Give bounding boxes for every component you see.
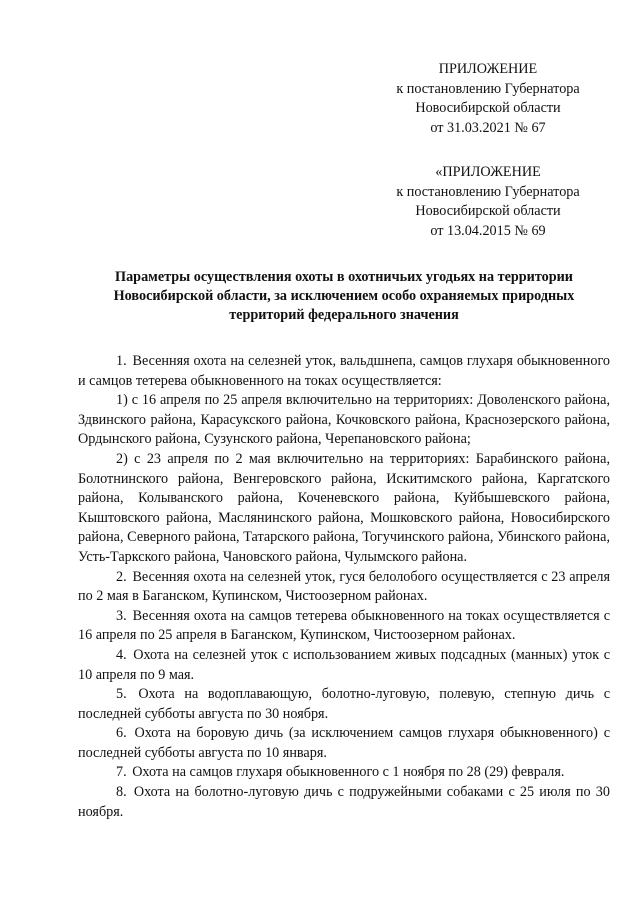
paragraph-5 [78, 685, 610, 724]
appendix-header-current [358, 60, 618, 138]
title-line: территорий федерального значения [229, 307, 459, 323]
paragraph-3 [78, 607, 610, 646]
paragraph-text: 1) с 16 апреля по 25 апреля включительно на территориях: Доволенского района, Здвинского района, Карасукского района, Кочковского района, Краснозерского района, Ордынского района, Сузунского района, Черепановского района; [78, 392, 610, 448]
paragraph-number: 7. [116, 764, 127, 781]
paragraph-text: Охота на водоплавающую, болотно-луговую, полевую, степную дичь с последней субботы августа по 30 ноября. [78, 686, 611, 722]
appendix-label: ПРИЛОЖЕНИЕ [438, 61, 538, 77]
paragraph-7 [78, 763, 610, 783]
paragraph-text: Охота на селезней уток с использованием живых подсадных (манных) уток с 10 апреля по 9 мая. [78, 646, 611, 683]
appendix-reference: к постановлению Губернатора [396, 183, 580, 200]
paragraph-number: 8. [116, 784, 127, 801]
paragraph-text: Охота на боровую дичь (за исключением самцов глухаря обыкновенного) с последней субботы августа по 10 января. [78, 725, 610, 761]
paragraph-1-1 [78, 391, 610, 450]
appendix-label: «ПРИЛОЖЕНИЕ [435, 164, 541, 180]
paragraph-8 [78, 783, 610, 822]
paragraph-2 [78, 568, 610, 607]
paragraph-text: 2) с 23 апреля по 2 мая включительно на территориях: Барабинского района, Болотнинского района, Венгеровского района, Искитимского района, Каргатского района, Колыванского района, Коченевского района, Куйбышевского района, Кыштовского района, Маслянинского района, Мошковского района, Новосибирского района, Северного района, Татарского района, Тогучинского района, Убинского района, Усть-Таркского района, Чановского района, Чулымского района. [78, 450, 610, 565]
paragraph-number: 1. [116, 353, 127, 369]
paragraph-number: 5. [116, 686, 127, 703]
paragraph-text: Охота на болотно-луговую дичь с подружейными собаками с 25 июля по 30 ноября. [78, 784, 610, 820]
appendix-header-amended [358, 163, 618, 241]
appendix-region: Новосибирской области [415, 100, 561, 116]
paragraph-4 [78, 646, 610, 685]
document-body [78, 352, 610, 822]
paragraph-text: Весенняя охота на самцов тетерева обыкновенного на токах осуществляется с 16 апреля по 25 апреля в Баганском, Купинском, Чистоозерном районах. [78, 607, 610, 644]
paragraph-number: 4. [116, 646, 127, 663]
paragraph-text: Весенняя охота на селезней уток, вальдшнепа, самцов глухаря обыкновенного и самцов тетерева обыкновенного на токах осуществляется: [78, 353, 611, 389]
paragraph-1 [78, 352, 610, 391]
paragraph-text: Весенняя охота на селезней уток, гуся белолобого осуществляется с 23 апреля по 2 мая в Баганском, Купинском, Чистоозерном районах. [78, 568, 610, 605]
paragraph-6 [78, 724, 610, 763]
paragraph-number: 3. [116, 607, 127, 624]
appendix-date-number: от 13.04.2015 № 69 [430, 222, 546, 239]
paragraph-number: 2. [116, 568, 127, 585]
title-line: Новосибирской области, за исключением особо охраняемых природных [113, 288, 575, 304]
appendix-region: Новосибирской области [415, 203, 561, 219]
title-line: Параметры осуществления охоты в охотничьих угодьях на территории [115, 269, 573, 285]
paragraph-1-2 [78, 450, 610, 568]
document-title [78, 268, 610, 325]
appendix-date-number: от 31.03.2021 № 67 [430, 119, 546, 136]
appendix-reference: к постановлению Губернатора [396, 80, 580, 97]
paragraph-text: Охота на самцов глухаря обыкновенного с 1 ноября по 28 (29) февраля. [132, 764, 565, 781]
paragraph-number: 6. [116, 725, 127, 742]
